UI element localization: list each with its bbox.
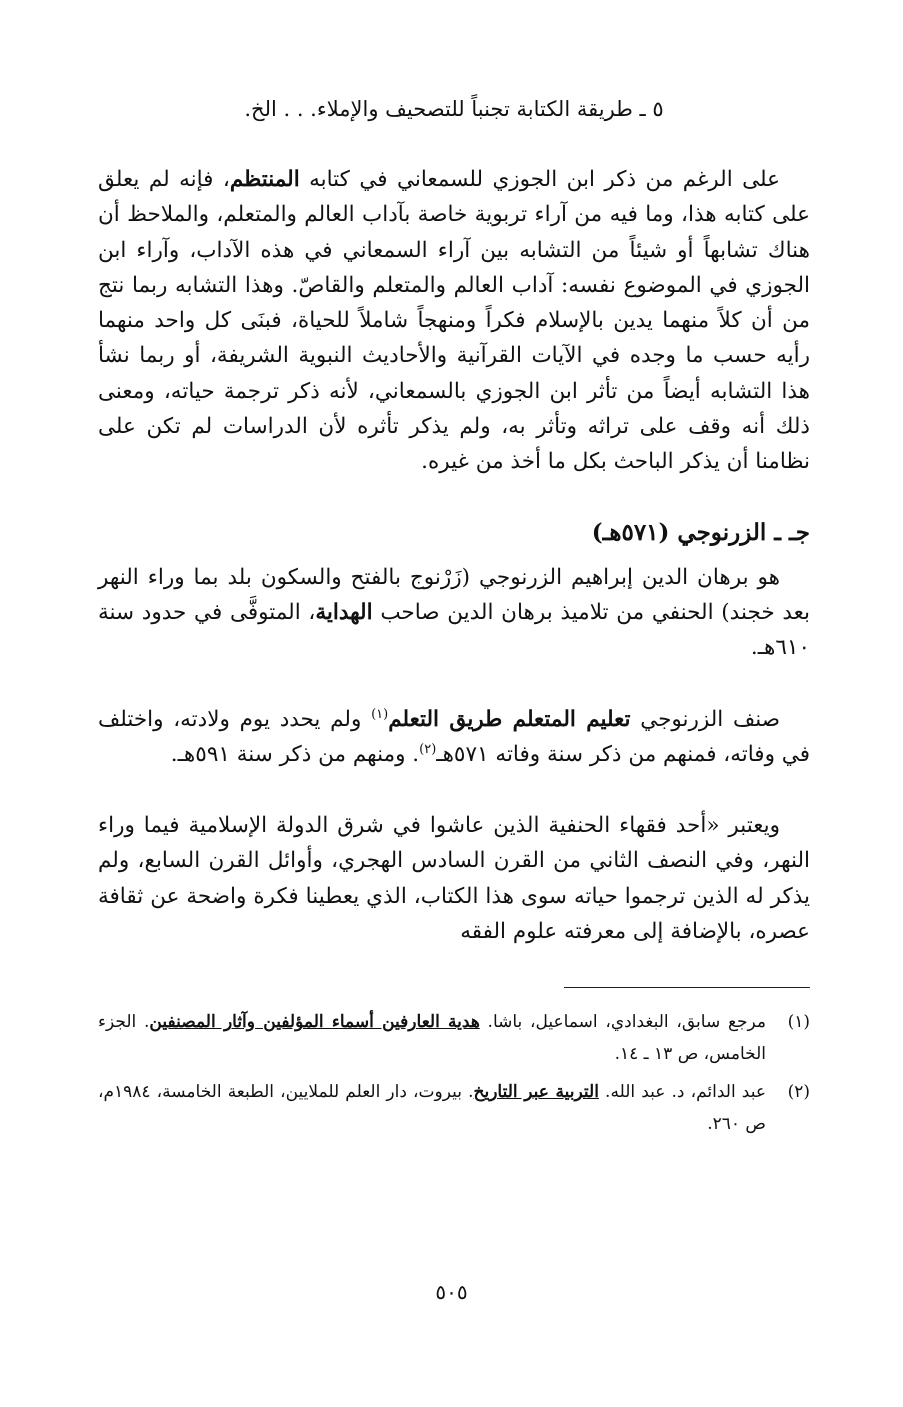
footnote-ref-2[interactable]: (٢)	[419, 741, 437, 757]
footnote-book-title: هدية العارفين أسماء المؤلفين وآثار المصنفين	[149, 1012, 480, 1033]
footnote-number: (٢)	[787, 1082, 810, 1103]
footnote-divider	[564, 987, 810, 988]
paragraph-3: صنف الزرنوجي تعليم المتعلم طريق التعلم$^{(١)}$ ولم يحدد يوم ولادته، واختلف في وفاته، فمنهم من ذكر سنة وفاته ٥٧١هـ$^{(٢)}$. ومنهم من ذكر سنة ٥٩١هـ.	[98, 706, 810, 767]
book-title-talim: تعليم المتعلم طريق التعلم	[388, 706, 631, 732]
paragraph-4: ويعتبر «أحد فقهاء الحنفية الذين عاشوا في شرق الدولة الإسلامية فيما وراء النهر، وفي النصف الثاني من القرن السادس الهجري، وأوائل القرن السابع، ولم يذكر له الذين ترجموا حياته سوى هذا الكتاب، الذي يعطينا فكرة واضحة عن ثقافة عصره، بالإضافة إلى معرفته علوم الفقه	[98, 813, 810, 945]
paragraph-2: هو برهان الدين إبراهيم الزرنوجي (زَرْنوج بالفتح والسكون بلد بما وراء النهر بعد خجند) الحنفي من تلاميذ برهان الدين صاحب الهداية، المتوفَّى في حدود سنة ٦١٠هـ.	[98, 564, 810, 661]
section-title: جـ ـ الزرنوجي (٥٧١هـ)	[591, 518, 810, 546]
footnote-2: (٢) عبد الدائم، د. عبد الله. التربية عبر التاريخ. بيروت، دار العلم للملايين، الطبعة الخامسة، ١٩٨٤م، ص ٢٦٠.	[98, 1076, 810, 1140]
book-title-muntazam: المنتظم	[229, 167, 300, 192]
page-body	[98, 78, 810, 1146]
footnote-ref-1[interactable]: (١)	[371, 706, 389, 722]
book-title-hidaya: الهداية	[315, 599, 373, 625]
paragraph-1: على الرغم من ذكر ابن الجوزي للسمعاني في كتابه المنتظم، فإنه لم يعلق على كتابه هذا، وما فيه من آراء تربوية خاصة بآداب العالم والمتعلم، والملاحظ أن هناك تشابهاً أو شيئاً من التشابه بين آراء السمعاني في هذه الآداب، وآراء ابن الجوزي في الموضوع نفسه: آداب العالم والمتعلم والقاصّ. وهذا التشابه ربما نتج من أن كلاً منهما يدين بالإسلام فكراً ومنهجاً شاملاً للحياة، فبنَى كل واحد منهما رأيه حسب ما وجده في الآيات القرآنية والأحاديث النبوية الشريفة، أو ربما نشأ هذا التشابه أيضاً من تأثر ابن الجوزي بالسمعاني، لأنه ذكر ترجمة حياته، ومعنى ذلك أنه وقف على تراثه وتأثر به، ولم يذكر تأثره لأن الدراسات لم تكن على نظامنا أن يذكر الباحث بكل ما أخذ من غيره.	[98, 167, 810, 475]
footnote-1: (١) مرجع سابق، البغدادي، اسماعيل، باشا. هدية العارفين أسماء المؤلفين وآثار المصنفين. الجزء الخامس، ص ١٣ ـ ١٤.	[98, 1006, 810, 1070]
page-number: ٥٠٥	[435, 1280, 468, 1304]
footnote-book-title: التربية عبر التاريخ	[473, 1082, 599, 1103]
footnote-number: (١)	[787, 1012, 810, 1033]
running-header: ٥ ـ طريقة الكتابة تجنباً للتصحيف والإملاء. . . الخ.	[244, 97, 664, 121]
